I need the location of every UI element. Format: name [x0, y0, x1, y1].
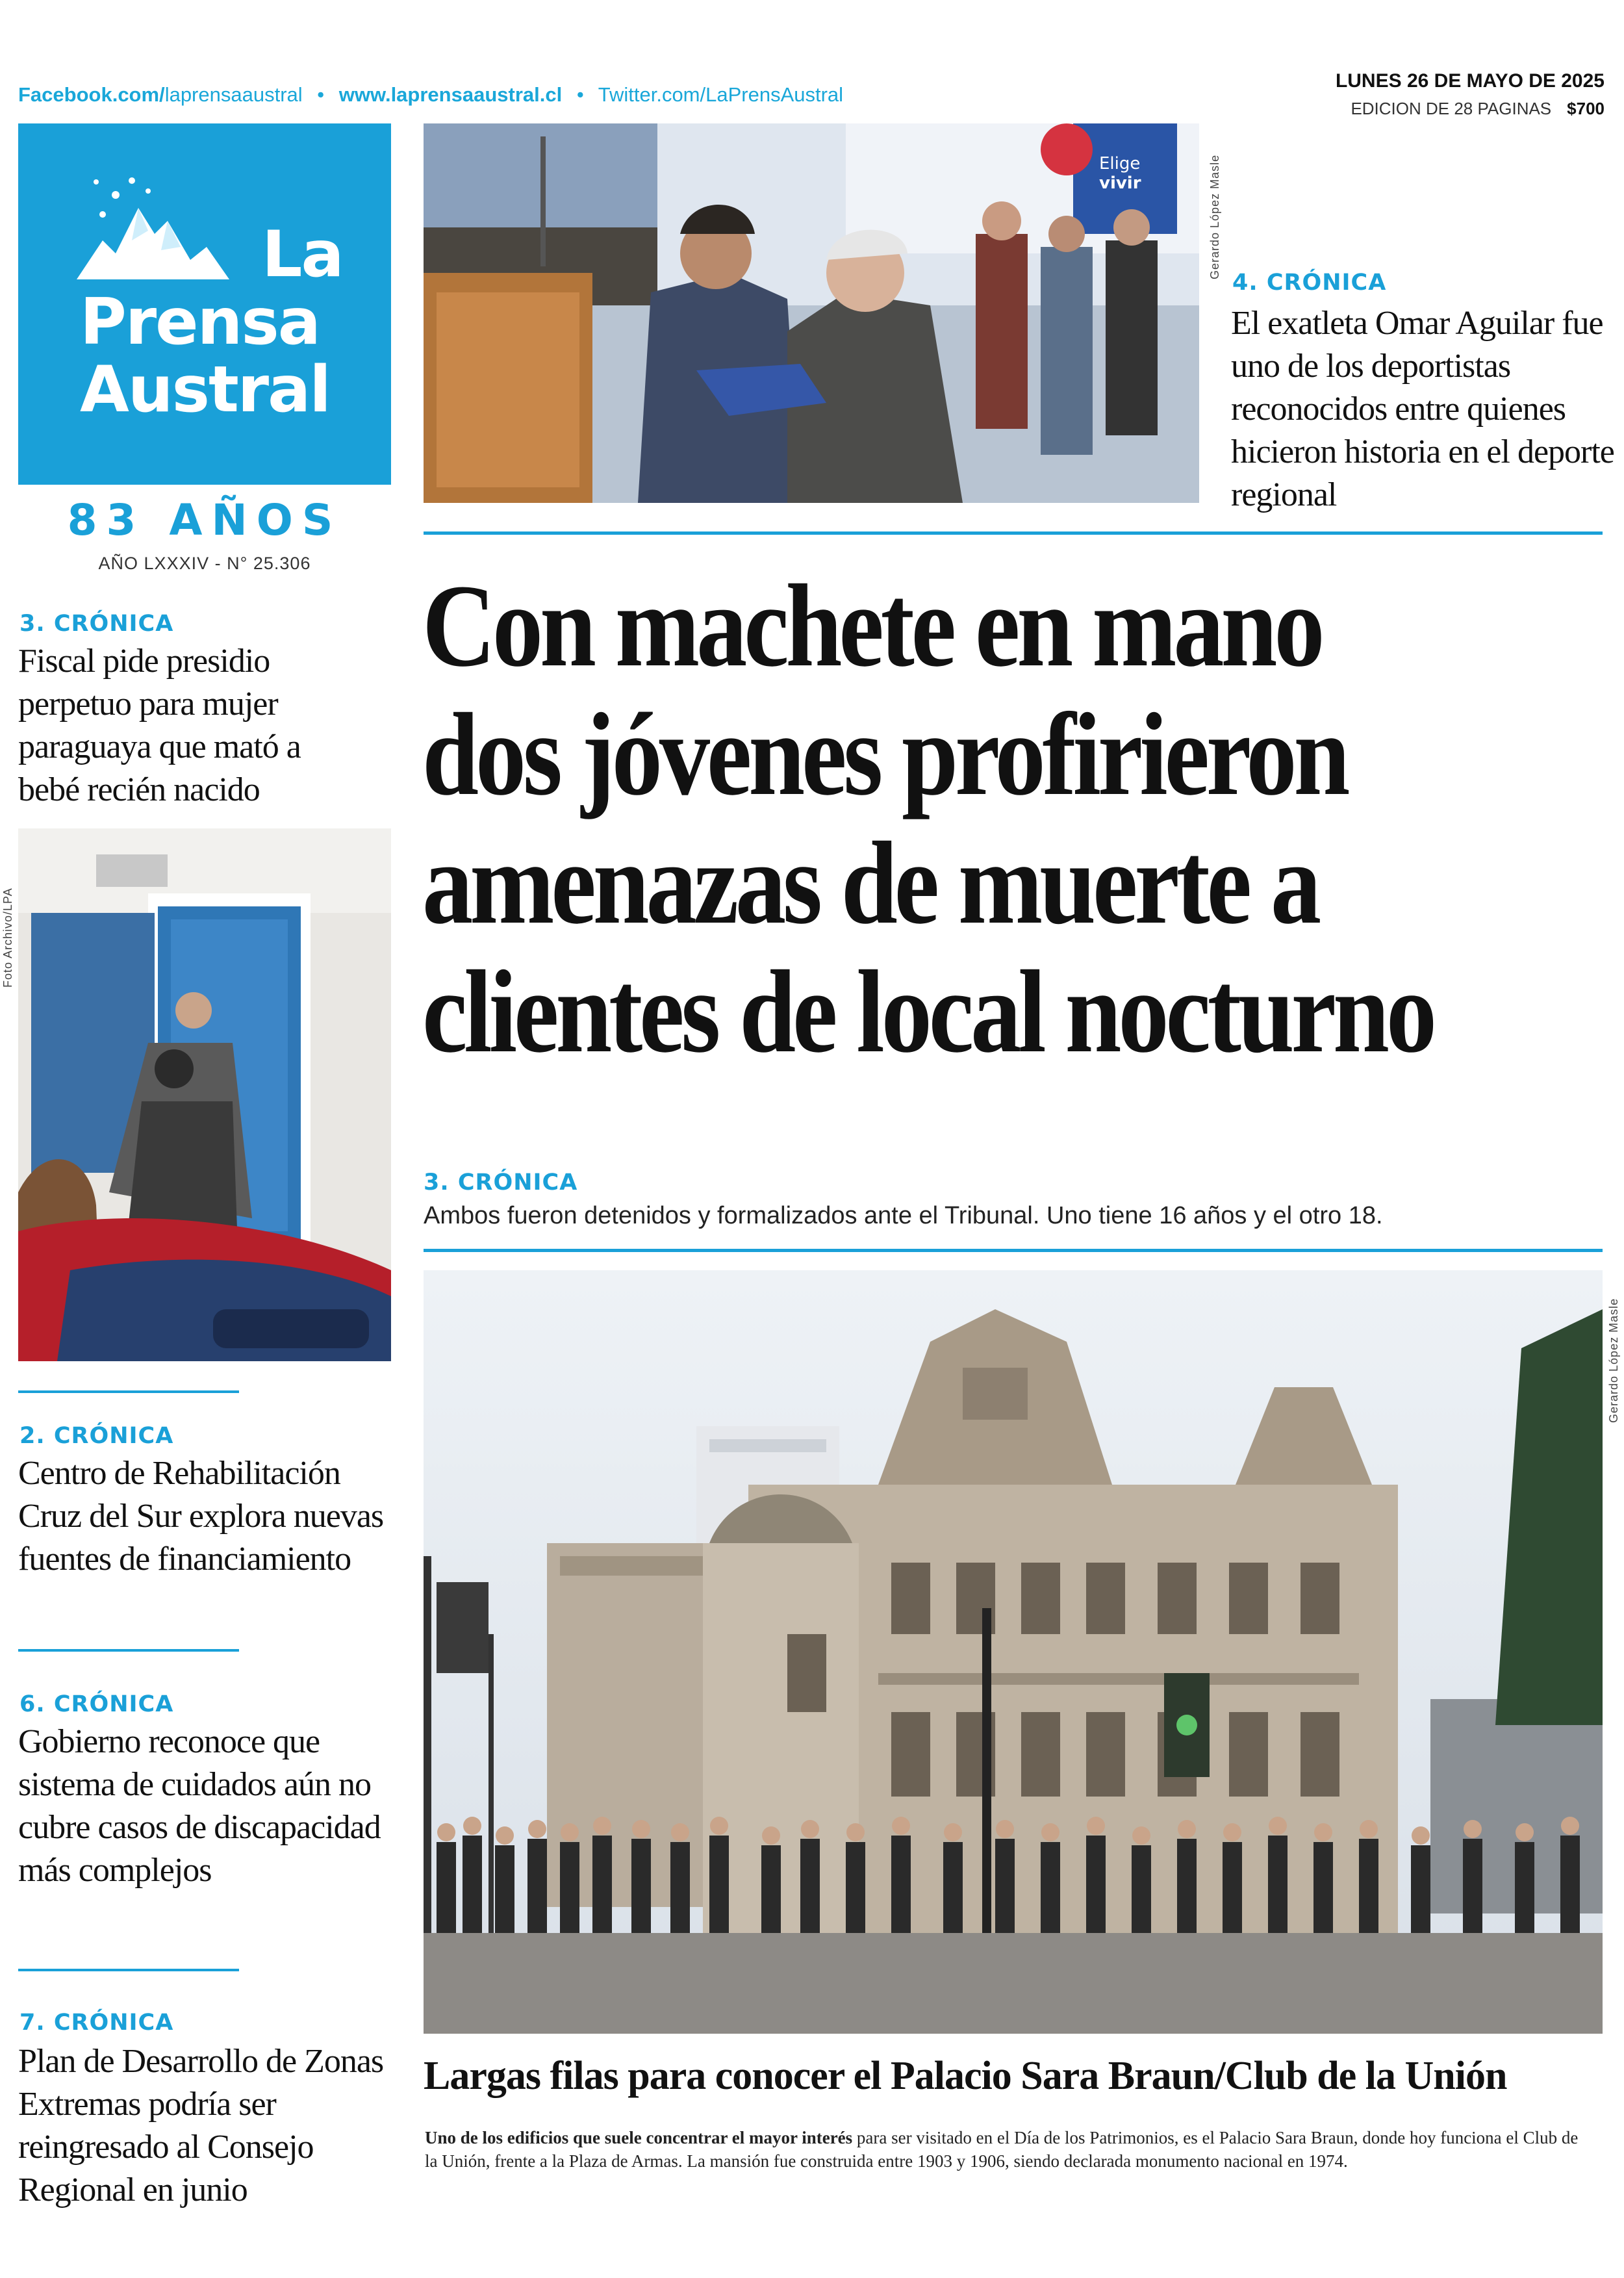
divider: [18, 1390, 239, 1393]
story1-photo-credit: Foto Archivo/LPA: [1, 888, 14, 988]
photo-story-text: para ser visitado en el Día de los Patrimonios, es el Palacio Sara Braun, donde hoy funciona el Club de la Unión, frente a la Plaza de Armas. La mansión fue construida entre 1903 y 1906, siendo declarada monumento nacional en 1974.: [425, 2128, 1579, 2171]
palacio-photo-credit: Gerardo López Masle: [1607, 1298, 1620, 1423]
palacio-photo[interactable]: [424, 1270, 1603, 2034]
edition-info: [1351, 99, 1605, 119]
lead-headline-line: dos jóvenes profirieron: [422, 689, 1347, 820]
page-count: EDICION DE 28 PAGINAS: [1351, 99, 1552, 118]
svg-text:vivir: vivir: [1099, 173, 1141, 193]
wordmark-austral: Austral: [80, 353, 330, 427]
issue-number: AÑO LXXXIV - N° 25.306: [98, 554, 311, 573]
anniversary-label: 83 AÑOS: [67, 495, 342, 545]
lead-deck: Ambos fueron detenidos y formalizados ante el Tribunal. Uno tiene 16 años y el otro 18.: [424, 1202, 1383, 1229]
story1-photo[interactable]: [18, 828, 391, 1361]
wordmark-prensa: Prensa: [80, 285, 320, 359]
top-story-photo[interactable]: [424, 123, 1199, 503]
wordmark-la: La: [262, 218, 343, 292]
divider: [18, 1969, 239, 1971]
lead-headline-line: clientes de local nocturno: [422, 947, 1434, 1077]
story4-kicker[interactable]: 7. CRÓNICA: [19, 2010, 174, 2036]
separator-dot: •: [317, 83, 325, 106]
divider: [424, 1249, 1603, 1252]
lead-headline-line: Con machete en mano: [422, 561, 1322, 691]
divider: [424, 531, 1603, 535]
twitter-link[interactable]: Twitter.com/LaPrensAustral: [598, 83, 844, 106]
story1-kicker[interactable]: 3. CRÓNICA: [19, 611, 174, 637]
price: $700: [1567, 99, 1605, 118]
story4-headline[interactable]: Plan de Desarrollo de Zonas Extremas podría ser reingresado al Consejo Regional en junio: [18, 2043, 384, 2208]
lead-kicker[interactable]: 3. CRÓNICA: [424, 1170, 578, 1196]
story2-headline[interactable]: Centro de Rehabilitación Cruz del Sur explora nuevas fuentes de financiamiento: [18, 1455, 384, 1578]
social-links-bar: [18, 83, 843, 107]
story1-headline[interactable]: Fiscal pide presidio perpetuo para mujer paraguaya que mató a bebé recién nacido: [18, 643, 301, 808]
photo-story-headline[interactable]: Largas filas para conocer el Palacio Sara Braun/Club de la Unión: [424, 2054, 1507, 2098]
masthead-wordmark: [80, 218, 343, 427]
photo-story-lead: Uno de los edificios que suele concentrar el mayor interés: [425, 2128, 853, 2147]
story3-kicker[interactable]: 6. CRÓNICA: [19, 1691, 174, 1717]
separator-dot: •: [576, 83, 584, 106]
photo-story-body: [425, 2126, 1594, 2173]
lead-headline[interactable]: [422, 562, 1445, 1077]
divider: [18, 1649, 239, 1652]
top-story-photo-credit: Gerardo López Masle: [1208, 154, 1221, 279]
story2-kicker[interactable]: 2. CRÓNICA: [19, 1423, 174, 1449]
masthead-logo[interactable]: [18, 123, 391, 485]
story3-headline[interactable]: Gobierno reconoce que sistema de cuidados aún no cubre casos de discapacidad más complejos: [18, 1723, 381, 1889]
lead-headline-line: amenazas de muerte a: [422, 818, 1319, 949]
top-story-headline[interactable]: El exatleta Omar Aguilar fue uno de los deportistas reconocidos entre quienes hicieron historia en el deporte regional: [1231, 305, 1614, 513]
banner-text: Elige: [1099, 154, 1141, 173]
website-link[interactable]: www.laprensaaustral.cl: [338, 83, 563, 106]
facebook-link[interactable]: Facebook.com/laprensaaustral: [18, 83, 303, 106]
issue-date: LUNES 26 DE MAYO DE 2025: [1335, 70, 1605, 92]
top-story-kicker[interactable]: 4. CRÓNICA: [1232, 270, 1387, 296]
